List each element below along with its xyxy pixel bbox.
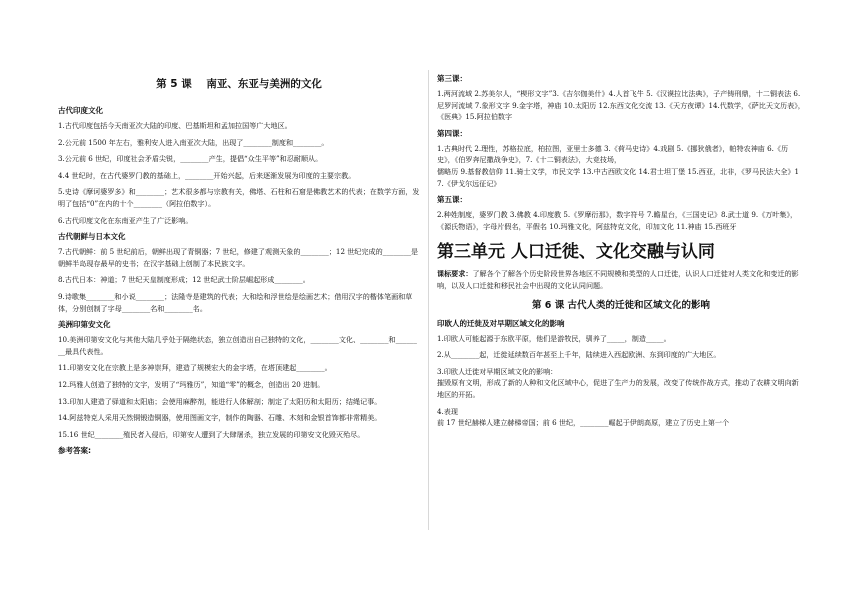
paragraph: 6.古代印度文化在东南亚产生了广泛影响。 [58, 215, 193, 225]
paragraph: 7.古代朝鲜：前 5 世纪前后，朝鲜出现了青铜器；7 世纪，修建了观测天象的________；12 世纪完成的________是朝鲜半岛现存最早的史书；在汉字基础上创制了本民族文字。 [58, 247, 419, 268]
section-heading-india: 古代印度文化 [58, 106, 103, 115]
requirement-text: 了解各个了解各个历史阶段世界各地区不同规模和类型的人口迁徙，认识人口迁徙对人类文化和变迁的影响，以及人口迁徙和移民社会中出现的文化认同问题。 [437, 269, 799, 290]
requirement-label: 课标要求： [437, 269, 473, 279]
section-heading-indo-european: 印欧人的迁徙及对早期区域文化的影响 [437, 318, 565, 328]
paragraph: 前 17 世纪赫梯人建立赫梯帝国；前 6 世纪，________崛起于伊朗高原，建立了历史上第一个 [437, 418, 730, 428]
unit-3-title: 第三单元 人口迁徙、文化交融与认同 [437, 242, 715, 263]
answers-lesson-3-text: 1.两河流域 2.苏美尔人，“楔形文字”3.《吉尔伽美什》4.人首飞牛 5.《汉谟拉比法典》，子产铸刑鼎，十二铜表法 6.尼罗河流域 7.象形文字 9.金字塔，神庙 10.太阳历 12.东西文化交流 13.《天方夜谭》14.代数学，《萨比天文历表》，《医典》15.阿拉伯数字 [437, 89, 805, 122]
answers-lesson-5-text: 2.种姓制度，婆罗门教 3.佛教 4.印度教 5.《罗摩衍那》，数字符号 7.瞻星台，《三国史记》8.武士道 9.《万叶集》，《源氏物语》，字母片假名，平假名 10.玛雅文化，阿兹特克文化，印加文化 11.神庙 15.西班牙 [437, 210, 798, 231]
answers-lesson-5-label: 第五课： [437, 195, 467, 205]
paragraph: 2.公元前 1500 年左右，雅利安人进入南亚次大陆，出现了________制度和________。 [58, 137, 329, 147]
paragraph: 15.16 世纪________殖民者入侵后，印第安人遭到了大肆屠杀，独立发展的印第安文化毁灭殆尽。 [58, 429, 365, 439]
lesson-6-title: 第 6 课 古代人类的迁徙和区域文化的影响 [531, 299, 711, 311]
left-column [58, 70, 420, 460]
paragraph: 8.古代日本：神道；7 世纪天皇制度形成；12 世纪武士阶层崛起形成________。 [58, 275, 310, 285]
paragraph: 4.表现 [437, 406, 458, 416]
right-column [437, 70, 805, 434]
column-divider [428, 70, 429, 530]
paragraph: 2.从________起，迁徙延续数百年甚至上千年，陆续进入西起欧洲、东到印度的广大地区。 [437, 350, 721, 360]
paragraph: 9.诗歌集________和小说________；法隆寺是建筑的代表；大和绘和浮世绘是绘画艺术；借用汉字的楷体笔画和草体，分别创制了字母________名和________名。 [58, 291, 413, 313]
paragraph: 1.印欧人可能起源于东欧平原，他们是游牧民，驯养了_____，制造_____。 [437, 333, 671, 343]
answers-lesson-4-text: 1.古典时代 2.理性，苏格拉底，柏拉图，亚里士多德 3.《荷马史诗》4.戏剧 5.《挪狄俄者》，帕特农神庙 6.《历史》，《伯罗奔尼撒战争史》，7.《十二铜表法》，大竞技场， 儒略历 9.基督教信仰 11.骑士文学，市民文学 13.中古西欧文化 14.君士坦丁堡 15.西亚，北非，《罗马民法大全》17.《伊戈尔远征记》 [437, 143, 800, 188]
answers-lesson-4-label: 第四课： [437, 128, 467, 138]
paragraph: 1.古代印度包括今天南亚次大陆的印度、巴基斯坦和孟加拉国等广大地区。 [58, 121, 292, 130]
section-heading-korea-japan: 古代朝鲜与日本文化 [58, 232, 126, 242]
answers-lesson-3-label: 第三课： [437, 74, 467, 83]
curriculum-requirement [437, 268, 805, 291]
lesson-5-title: 第 5 课 南亚、东亚与美洲的文化 [156, 78, 322, 90]
paragraph: 13.印加人建造了驿道和太阳庙；会使用麻醉剂，能进行人体解剖；制定了太阳历和太阳历；结绳记事。 [58, 396, 382, 406]
paragraph: 摧毁原有文明，形成了新的人种和文化区域中心，促进了生产力的发展，改变了传统作战方式，推动了农耕文明向新地区的开拓。 [437, 378, 799, 399]
paragraph: 14.阿兹特克人采用天然铜锻造铜器，使用图画文字，制作的陶器、石雕、木刻和金银首饰都非常精美。 [58, 413, 382, 423]
answers-label: 参考答案: [58, 446, 91, 456]
paragraph: 3.印欧人迁徙对早期区域文化的影响： [437, 366, 558, 376]
paragraph: 3.公元前 6 世纪，印度社会矛盾尖锐，________产生，提倡“众生平等”和忍耐顺从。 [58, 154, 323, 164]
paragraph: 11.印第安文化在宗教上是多神崇拜，建造了规模宏大的金字塔，在塔顶建起________。 [58, 363, 332, 373]
paragraph: 12.玛雅人创造了独特的文字，发明了“玛雅历”，知道“零”的概念，创造出 20 进制。 [58, 379, 325, 389]
paragraph: 5.史诗《摩诃婆罗多》和________；艺术很多都与宗教有关，佛塔、石柱和石窟是佛教艺术的代表；在数学方面，发明了包括“0”在内的十个________（阿拉伯数字）。 [58, 187, 420, 208]
paragraph: 10.美洲印第安文化与其他大陆几乎处于隔绝状态，独立创造出自己独特的文化，________文化、________和________最具代表性。 [58, 335, 417, 356]
section-heading-americas: 美洲印第安文化 [58, 320, 111, 330]
paragraph: 4.4 世纪时，在古代婆罗门教的基础上，________开始兴起，后来逐渐发展为印度的主要宗教。 [58, 170, 356, 180]
